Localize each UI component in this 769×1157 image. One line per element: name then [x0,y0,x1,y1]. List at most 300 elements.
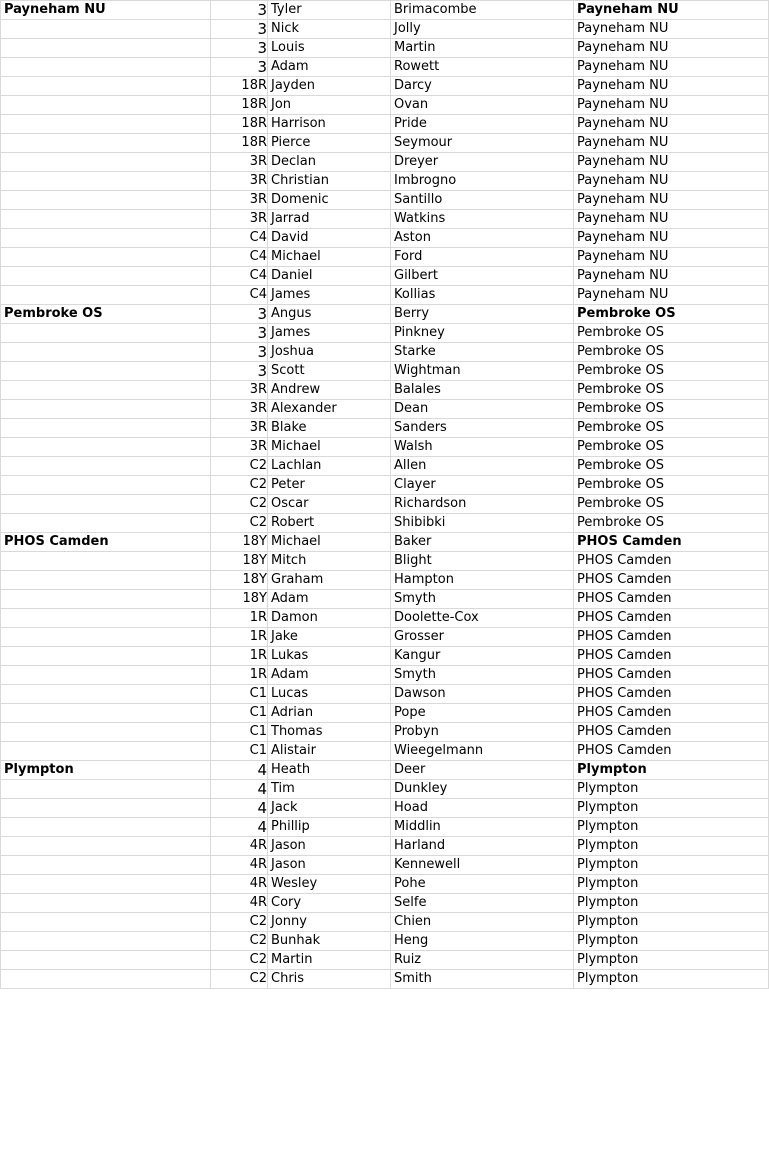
grade-cell: C2 [211,932,268,951]
grade-cell: C2 [211,495,268,514]
first-name-cell: Oscar [268,495,391,514]
table-row [1,457,769,476]
grade-cell: 3 [211,58,268,77]
table-row [1,495,769,514]
team-cell: Pembroke OS [574,514,769,533]
club-name-cell [1,229,211,248]
first-name-cell: Declan [268,153,391,172]
table-row [1,400,769,419]
table-row [1,761,769,780]
team-cell: Payneham NU [574,115,769,134]
grade-cell: C2 [211,951,268,970]
grade-cell: 3R [211,153,268,172]
table-row [1,647,769,666]
team-cell: Payneham NU [574,134,769,153]
grade-cell: 3R [211,210,268,229]
table-row [1,210,769,229]
team-cell: Plympton [574,951,769,970]
first-name-cell: Tyler [268,1,391,20]
team-cell: PHOS Camden [574,666,769,685]
first-name-cell: Jarrad [268,210,391,229]
grade-cell: C1 [211,723,268,742]
table-row [1,837,769,856]
last-name-cell: Heng [391,932,574,951]
grade-cell: 18R [211,134,268,153]
grade-cell: 18R [211,96,268,115]
club-name-cell [1,704,211,723]
table-row [1,39,769,58]
first-name-cell: Scott [268,362,391,381]
club-name-cell [1,514,211,533]
team-cell: Payneham NU [574,267,769,286]
table-row [1,875,769,894]
table-row [1,58,769,77]
first-name-cell: Adrian [268,704,391,723]
first-name-cell: James [268,324,391,343]
last-name-cell: Rowett [391,58,574,77]
table-row [1,96,769,115]
last-name-cell: Berry [391,305,574,324]
grade-cell: 4 [211,799,268,818]
first-name-cell: Alistair [268,742,391,761]
team-cell: PHOS Camden [574,628,769,647]
table-row [1,590,769,609]
team-cell: Payneham NU [574,286,769,305]
table-row [1,571,769,590]
table-row [1,438,769,457]
last-name-cell: Blight [391,552,574,571]
table-row [1,780,769,799]
team-cell: Pembroke OS [574,362,769,381]
club-name-cell: PHOS Camden [1,533,211,552]
last-name-cell: Selfe [391,894,574,913]
last-name-cell: Martin [391,39,574,58]
grade-cell: 3 [211,20,268,39]
club-name-cell [1,286,211,305]
first-name-cell: Nick [268,20,391,39]
club-name-cell [1,590,211,609]
last-name-cell: Ovan [391,96,574,115]
club-name-cell: Payneham NU [1,1,211,20]
grade-cell: 18R [211,77,268,96]
club-name-cell: Plympton [1,761,211,780]
first-name-cell: Angus [268,305,391,324]
club-name-cell [1,39,211,58]
first-name-cell: Bunhak [268,932,391,951]
table-row [1,115,769,134]
last-name-cell: Harland [391,837,574,856]
first-name-cell: Heath [268,761,391,780]
first-name-cell: Domenic [268,191,391,210]
team-cell: Plympton [574,780,769,799]
team-cell: Pembroke OS [574,476,769,495]
club-name-cell [1,419,211,438]
first-name-cell: Lukas [268,647,391,666]
table-row [1,913,769,932]
last-name-cell: Chien [391,913,574,932]
grade-cell: 1R [211,647,268,666]
last-name-cell: Dunkley [391,780,574,799]
team-cell: Pembroke OS [574,324,769,343]
grade-cell: 1R [211,609,268,628]
team-cell: Payneham NU [574,1,769,20]
grade-cell: 4R [211,875,268,894]
grade-cell: 3 [211,324,268,343]
table-row [1,362,769,381]
last-name-cell: Smyth [391,666,574,685]
table-row [1,419,769,438]
club-name-cell [1,343,211,362]
grade-cell: 3 [211,1,268,20]
first-name-cell: Thomas [268,723,391,742]
first-name-cell: Harrison [268,115,391,134]
team-cell: Pembroke OS [574,457,769,476]
last-name-cell: Clayer [391,476,574,495]
club-name-cell [1,324,211,343]
club-name-cell [1,115,211,134]
grade-cell: 3 [211,343,268,362]
first-name-cell: Jack [268,799,391,818]
grade-cell: C2 [211,970,268,989]
last-name-cell: Pinkney [391,324,574,343]
table-row [1,172,769,191]
grade-cell: 18Y [211,571,268,590]
first-name-cell: Cory [268,894,391,913]
table-row [1,248,769,267]
team-cell: Payneham NU [574,77,769,96]
first-name-cell: Alexander [268,400,391,419]
last-name-cell: Probyn [391,723,574,742]
club-name-cell [1,248,211,267]
last-name-cell: Dean [391,400,574,419]
club-name-cell [1,666,211,685]
first-name-cell: Chris [268,970,391,989]
grade-cell: 18Y [211,552,268,571]
last-name-cell: Pope [391,704,574,723]
team-cell: PHOS Camden [574,742,769,761]
club-name-cell [1,970,211,989]
last-name-cell: Imbrogno [391,172,574,191]
table-row [1,894,769,913]
team-cell: Pembroke OS [574,400,769,419]
last-name-cell: Darcy [391,77,574,96]
last-name-cell: Grosser [391,628,574,647]
club-name-cell [1,134,211,153]
club-name-cell [1,647,211,666]
team-cell: Plympton [574,970,769,989]
table-row [1,742,769,761]
first-name-cell: Damon [268,609,391,628]
club-name-cell [1,400,211,419]
last-name-cell: Brimacombe [391,1,574,20]
team-cell: Plympton [574,799,769,818]
grade-cell: C4 [211,229,268,248]
team-cell: Pembroke OS [574,419,769,438]
last-name-cell: Sanders [391,419,574,438]
last-name-cell: Aston [391,229,574,248]
team-cell: Payneham NU [574,58,769,77]
first-name-cell: Lachlan [268,457,391,476]
table-row [1,970,769,989]
grade-cell: C2 [211,514,268,533]
team-cell: Plympton [574,761,769,780]
team-cell: PHOS Camden [574,609,769,628]
table-row [1,229,769,248]
team-cell: PHOS Camden [574,552,769,571]
first-name-cell: Andrew [268,381,391,400]
club-name-cell [1,799,211,818]
grade-cell: C2 [211,457,268,476]
last-name-cell: Jolly [391,20,574,39]
first-name-cell: David [268,229,391,248]
last-name-cell: Wightman [391,362,574,381]
first-name-cell: Peter [268,476,391,495]
club-name-cell [1,780,211,799]
table-row [1,932,769,951]
last-name-cell: Ford [391,248,574,267]
table-row [1,267,769,286]
first-name-cell: Jason [268,837,391,856]
first-name-cell: Pierce [268,134,391,153]
first-name-cell: Adam [268,666,391,685]
last-name-cell: Smyth [391,590,574,609]
first-name-cell: Adam [268,58,391,77]
club-name-cell [1,875,211,894]
first-name-cell: Michael [268,438,391,457]
team-cell: Payneham NU [574,229,769,248]
team-cell: PHOS Camden [574,647,769,666]
club-name-cell [1,837,211,856]
grade-cell: 3R [211,438,268,457]
grade-cell: C4 [211,248,268,267]
club-name-cell [1,571,211,590]
team-cell: Payneham NU [574,172,769,191]
table-row [1,20,769,39]
first-name-cell: Jonny [268,913,391,932]
last-name-cell: Smith [391,970,574,989]
table-row [1,1,769,20]
last-name-cell: Baker [391,533,574,552]
team-cell: PHOS Camden [574,723,769,742]
team-cell: Plympton [574,913,769,932]
table-row [1,704,769,723]
club-name-cell [1,723,211,742]
last-name-cell: Hoad [391,799,574,818]
first-name-cell: Blake [268,419,391,438]
first-name-cell: Jon [268,96,391,115]
team-cell: PHOS Camden [574,704,769,723]
team-cell: Payneham NU [574,210,769,229]
table-row [1,305,769,324]
first-name-cell: Lucas [268,685,391,704]
team-cell: Plympton [574,856,769,875]
last-name-cell: Gilbert [391,267,574,286]
club-name-cell [1,894,211,913]
team-cell: Pembroke OS [574,343,769,362]
grade-cell: 18Y [211,533,268,552]
club-name-cell [1,856,211,875]
team-cell: PHOS Camden [574,533,769,552]
table-row [1,552,769,571]
first-name-cell: Joshua [268,343,391,362]
grade-cell: 4 [211,780,268,799]
club-name-cell [1,951,211,970]
grade-cell: 1R [211,666,268,685]
club-name-cell [1,191,211,210]
table-row [1,533,769,552]
last-name-cell: Allen [391,457,574,476]
team-cell: PHOS Camden [574,590,769,609]
grade-cell: C1 [211,742,268,761]
table-row [1,134,769,153]
team-cell: Plympton [574,875,769,894]
first-name-cell: Wesley [268,875,391,894]
grade-cell: 4 [211,761,268,780]
grade-cell: 1R [211,628,268,647]
last-name-cell: Starke [391,343,574,362]
grade-cell: 3R [211,400,268,419]
last-name-cell: Deer [391,761,574,780]
table-row [1,153,769,172]
last-name-cell: Kangur [391,647,574,666]
table-row [1,609,769,628]
grade-cell: C4 [211,267,268,286]
table-row [1,628,769,647]
grade-cell: C2 [211,476,268,495]
roster-body [1,1,769,989]
club-name-cell: Pembroke OS [1,305,211,324]
table-row [1,476,769,495]
table-row [1,514,769,533]
club-name-cell [1,495,211,514]
first-name-cell: Adam [268,590,391,609]
grade-cell: 4R [211,837,268,856]
club-name-cell [1,210,211,229]
table-row [1,191,769,210]
club-name-cell [1,96,211,115]
table-row [1,799,769,818]
last-name-cell: Seymour [391,134,574,153]
first-name-cell: Jason [268,856,391,875]
first-name-cell: Phillip [268,818,391,837]
last-name-cell: Middlin [391,818,574,837]
team-cell: Payneham NU [574,20,769,39]
club-name-cell [1,609,211,628]
grade-cell: C1 [211,685,268,704]
last-name-cell: Balales [391,381,574,400]
club-name-cell [1,153,211,172]
last-name-cell: Watkins [391,210,574,229]
grade-cell: 3 [211,362,268,381]
grade-cell: C4 [211,286,268,305]
table-row [1,343,769,362]
last-name-cell: Wieegelmann [391,742,574,761]
grade-cell: 3R [211,419,268,438]
first-name-cell: Mitch [268,552,391,571]
team-cell: Pembroke OS [574,381,769,400]
club-name-cell [1,685,211,704]
last-name-cell: Santillo [391,191,574,210]
grade-cell: 18R [211,115,268,134]
first-name-cell: Graham [268,571,391,590]
team-cell: Payneham NU [574,39,769,58]
club-name-cell [1,267,211,286]
club-name-cell [1,913,211,932]
last-name-cell: Pride [391,115,574,134]
club-name-cell [1,362,211,381]
team-cell: Plympton [574,932,769,951]
club-name-cell [1,457,211,476]
first-name-cell: Jake [268,628,391,647]
team-cell: Payneham NU [574,96,769,115]
club-name-cell [1,932,211,951]
team-cell: Pembroke OS [574,438,769,457]
last-name-cell: Kennewell [391,856,574,875]
last-name-cell: Dreyer [391,153,574,172]
team-cell: Plympton [574,894,769,913]
table-row [1,324,769,343]
last-name-cell: Doolette-Cox [391,609,574,628]
table-row [1,856,769,875]
grade-cell: 18Y [211,590,268,609]
table-row [1,723,769,742]
table-row [1,685,769,704]
grade-cell: C2 [211,913,268,932]
team-cell: PHOS Camden [574,685,769,704]
club-name-cell [1,818,211,837]
table-row [1,381,769,400]
club-name-cell [1,381,211,400]
first-name-cell: Daniel [268,267,391,286]
grade-cell: 4R [211,856,268,875]
table-row [1,818,769,837]
team-cell: Plympton [574,837,769,856]
last-name-cell: Shibibki [391,514,574,533]
club-name-cell [1,20,211,39]
grade-cell: 3 [211,39,268,58]
grade-cell: 3R [211,191,268,210]
last-name-cell: Hampton [391,571,574,590]
table-row [1,951,769,970]
team-cell: Pembroke OS [574,305,769,324]
last-name-cell: Kollias [391,286,574,305]
club-name-cell [1,58,211,77]
club-name-cell [1,77,211,96]
first-name-cell: Michael [268,248,391,267]
grade-cell: 4R [211,894,268,913]
club-name-cell [1,172,211,191]
table-row [1,666,769,685]
team-cell: Pembroke OS [574,495,769,514]
first-name-cell: Tim [268,780,391,799]
grade-cell: 3 [211,305,268,324]
team-cell: PHOS Camden [574,571,769,590]
first-name-cell: Michael [268,533,391,552]
team-cell: Payneham NU [574,248,769,267]
grade-cell: 4 [211,818,268,837]
first-name-cell: James [268,286,391,305]
last-name-cell: Pohe [391,875,574,894]
last-name-cell: Richardson [391,495,574,514]
last-name-cell: Dawson [391,685,574,704]
first-name-cell: Louis [268,39,391,58]
grade-cell: 3R [211,381,268,400]
table-row [1,77,769,96]
first-name-cell: Robert [268,514,391,533]
first-name-cell: Christian [268,172,391,191]
team-cell: Plympton [574,818,769,837]
club-name-cell [1,476,211,495]
